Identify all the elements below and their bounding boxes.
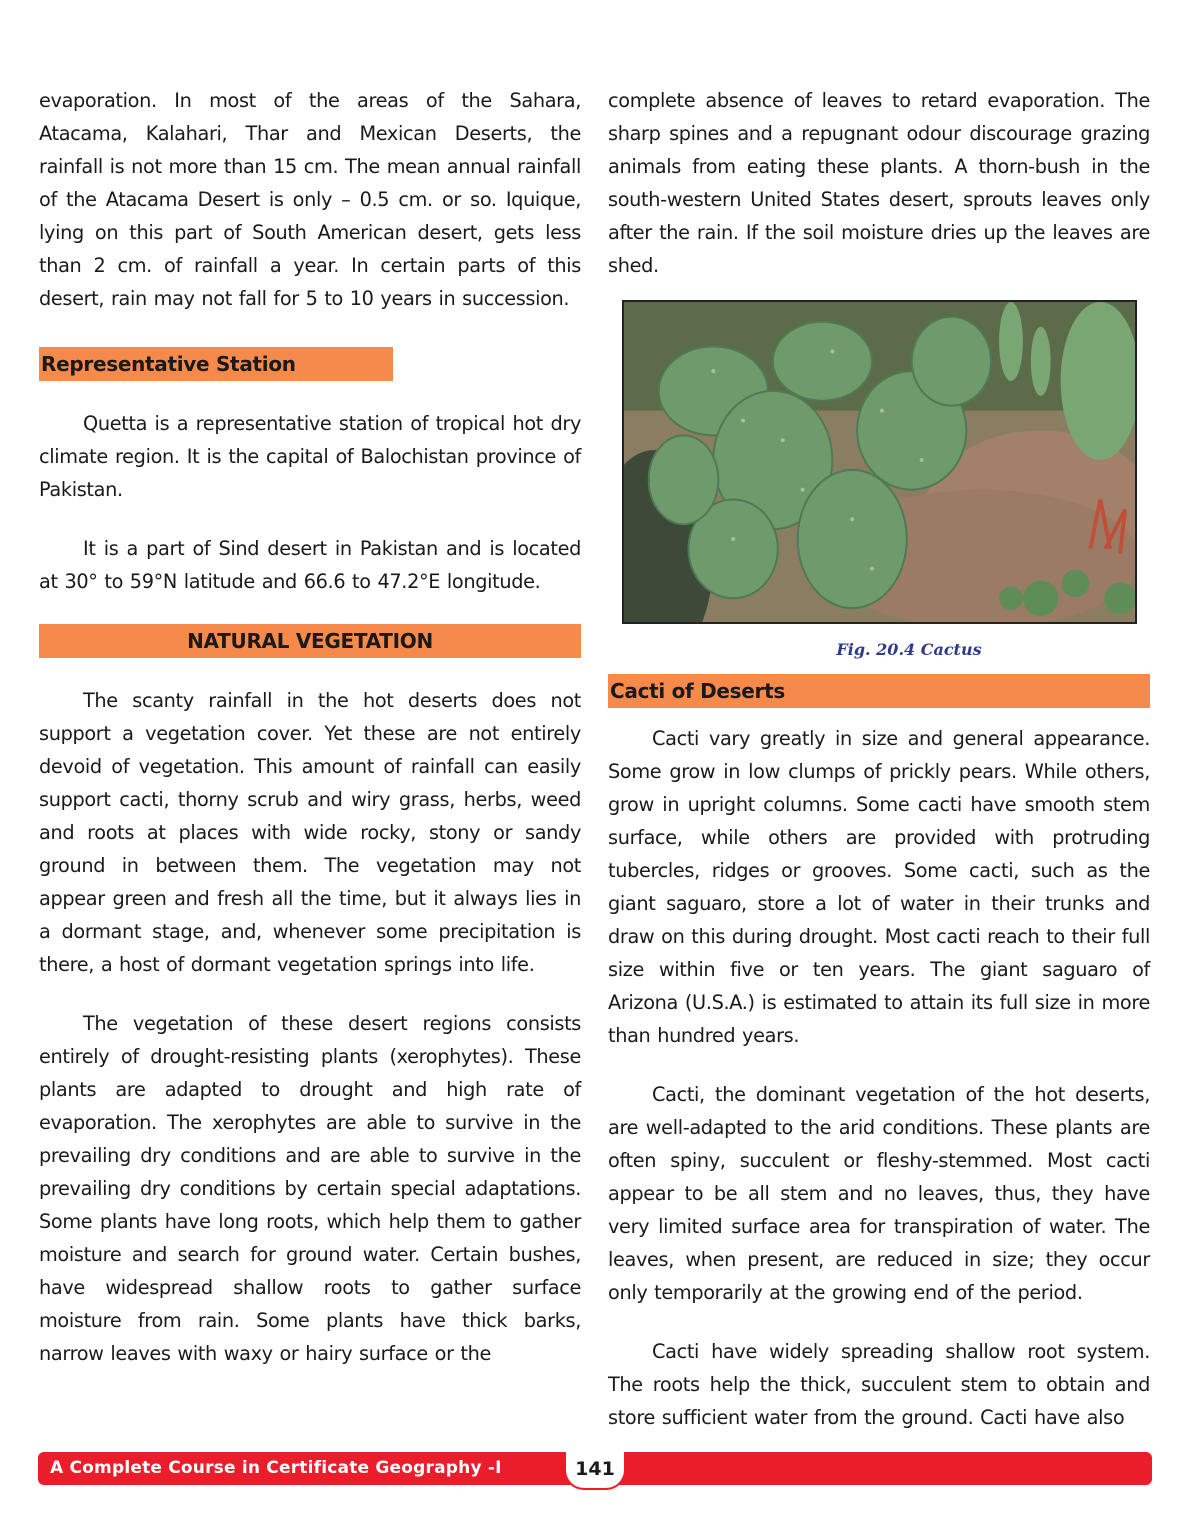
paragraph-leaves: complete absence of leaves to retard evaporation. The sharp spines and a repugnant odour discourage grazing animals from eating these plants. A thorn-bush in the south-western United States desert, sprouts leaves only after the rain. If the soil moisture dries up the leaves are shed. — [608, 89, 1150, 277]
paragraph-sind-desert: It is a part of Sind desert in Pakistan and is located at 30° to 59°N latitude and 66.6 to 47.2°E longitude. — [39, 537, 581, 593]
figure-caption: Fig. 20.4 Cactus — [836, 640, 982, 659]
footer-book-title: A Complete Course in Certificate Geography -I — [50, 1458, 502, 1478]
paragraph-rainfall: evaporation. In most of the areas of the Sahara, Atacama, Kalahari, Thar and Mexican Deserts, the rainfall is not more than 15 cm. The mean annual rainfall of the Atacama Desert is only – 0.5 cm. or so. Iquique, lying on this part of South American desert, gets less than 2 cm. of rainfall a year. In certain parts of this desert, rain may not fall for 5 to 10 years in succession. — [39, 89, 581, 310]
cactus-photo — [622, 300, 1137, 624]
paragraph-xerophytes: The vegetation of these desert regions consists entirely of drought-resisting plants (xerophytes). These plants are adapted to drought and high rate of evaporation. The xerophytes are able to survive in the prevailing dry conditions and are able to survive in the prevailing dry conditions by certain special adaptations. Some plants have long roots, which help them to gather moisture and search for ground water. Certain bushes, have widespread shallow roots to gather surface moisture from rain. Some plants have thick barks, narrow leaves with waxy or hairy surface or the — [39, 1012, 581, 1365]
heading-natural-vegetation: NATURAL VEGETATION — [39, 624, 581, 658]
page-number: 141 — [564, 1452, 626, 1490]
paragraph-quetta: Quetta is a representative station of tropical hot dry climate region. It is the capital of Balochistan province of Pakistan. — [39, 412, 581, 501]
paragraph-scanty-rainfall: The scanty rainfall in the hot deserts does not support a vegetation cover. Yet these are not entirely devoid of vegetation. This amount of rainfall can easily support cacti, thorny scrub and wiry grass, herbs, weed and roots at places with wide rocky, stony or sandy ground in between them. The vegetation may not appear green and fresh all the time, but it always lies in a dormant stage, and, whenever some precipitation is there, a host of dormant vegetation springs into life. — [39, 689, 581, 976]
heading-cacti-of-deserts: Cacti of Deserts — [608, 674, 1150, 708]
right-column — [608, 84, 1150, 1434]
paragraph-cacti-roots: Cacti have widely spreading shallow root system. The roots help the thick, succulent stem to obtain and store sufficient water from the ground. Cacti have also — [608, 1340, 1150, 1429]
paragraph-cacti-dominant: Cacti, the dominant vegetation of the hot deserts, are well-adapted to the arid conditions. These plants are often spiny, succulent or fleshy-stemmed. Most cacti appear to be all stem and no leaves, thus, they have very limited surface area for transpiration of water. The leaves, when present, are reduced in size; they occur only temporarily at the growing end of the period. — [608, 1083, 1150, 1304]
left-column — [39, 84, 581, 1370]
heading-representative-station: Representative Station — [39, 347, 393, 381]
paragraph-cacti-vary: Cacti vary greatly in size and general appearance. Some grow in low clumps of prickly pears. While others, grow in upright columns. Some cacti have smooth stem surface, while others are provided with protruding tubercles, ridges or grooves. Some cacti, such as the giant saguaro, store a lot of water in their trunks and draw on this during drought. Most cacti reach to their full size within five or ten years. The giant saguaro of Arizona (U.S.A.) is estimated to attain its full size in more than hundred years. — [608, 727, 1150, 1047]
